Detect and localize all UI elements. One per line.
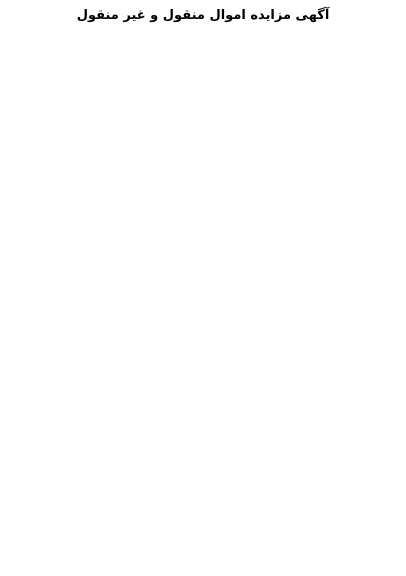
- notice-line: [10, 543, 396, 562]
- notice-line: [10, 296, 396, 315]
- notice-line: [10, 201, 396, 220]
- notice-line: [10, 372, 396, 391]
- notice-line: [10, 429, 396, 448]
- notice-line: [10, 106, 396, 125]
- notice-line: [10, 239, 396, 258]
- notice-line: [10, 258, 396, 277]
- notice-line: [10, 391, 396, 410]
- notice-line: [10, 30, 396, 49]
- notice-line: [10, 448, 396, 467]
- notice-line: [10, 467, 396, 486]
- notice-line: [10, 49, 396, 68]
- notice-line: [10, 220, 396, 239]
- notice-body: [10, 30, 396, 562]
- notice-line: [10, 410, 396, 429]
- notice-line: [10, 125, 396, 144]
- notice-line: [10, 524, 396, 543]
- notice-line: [10, 334, 396, 353]
- notice-line: [10, 277, 396, 296]
- notice-line: [10, 68, 396, 87]
- notice-line: [10, 163, 396, 182]
- notice-line: [10, 353, 396, 372]
- notice-line: [10, 315, 396, 334]
- notice-title: آگهی مزایده اموال منقول و غیر منقول: [76, 8, 330, 23]
- notice-line: [10, 144, 396, 163]
- notice-line: [10, 505, 396, 524]
- notice-line: [10, 87, 396, 106]
- notice-line: [10, 182, 396, 201]
- notice-line: [10, 486, 396, 505]
